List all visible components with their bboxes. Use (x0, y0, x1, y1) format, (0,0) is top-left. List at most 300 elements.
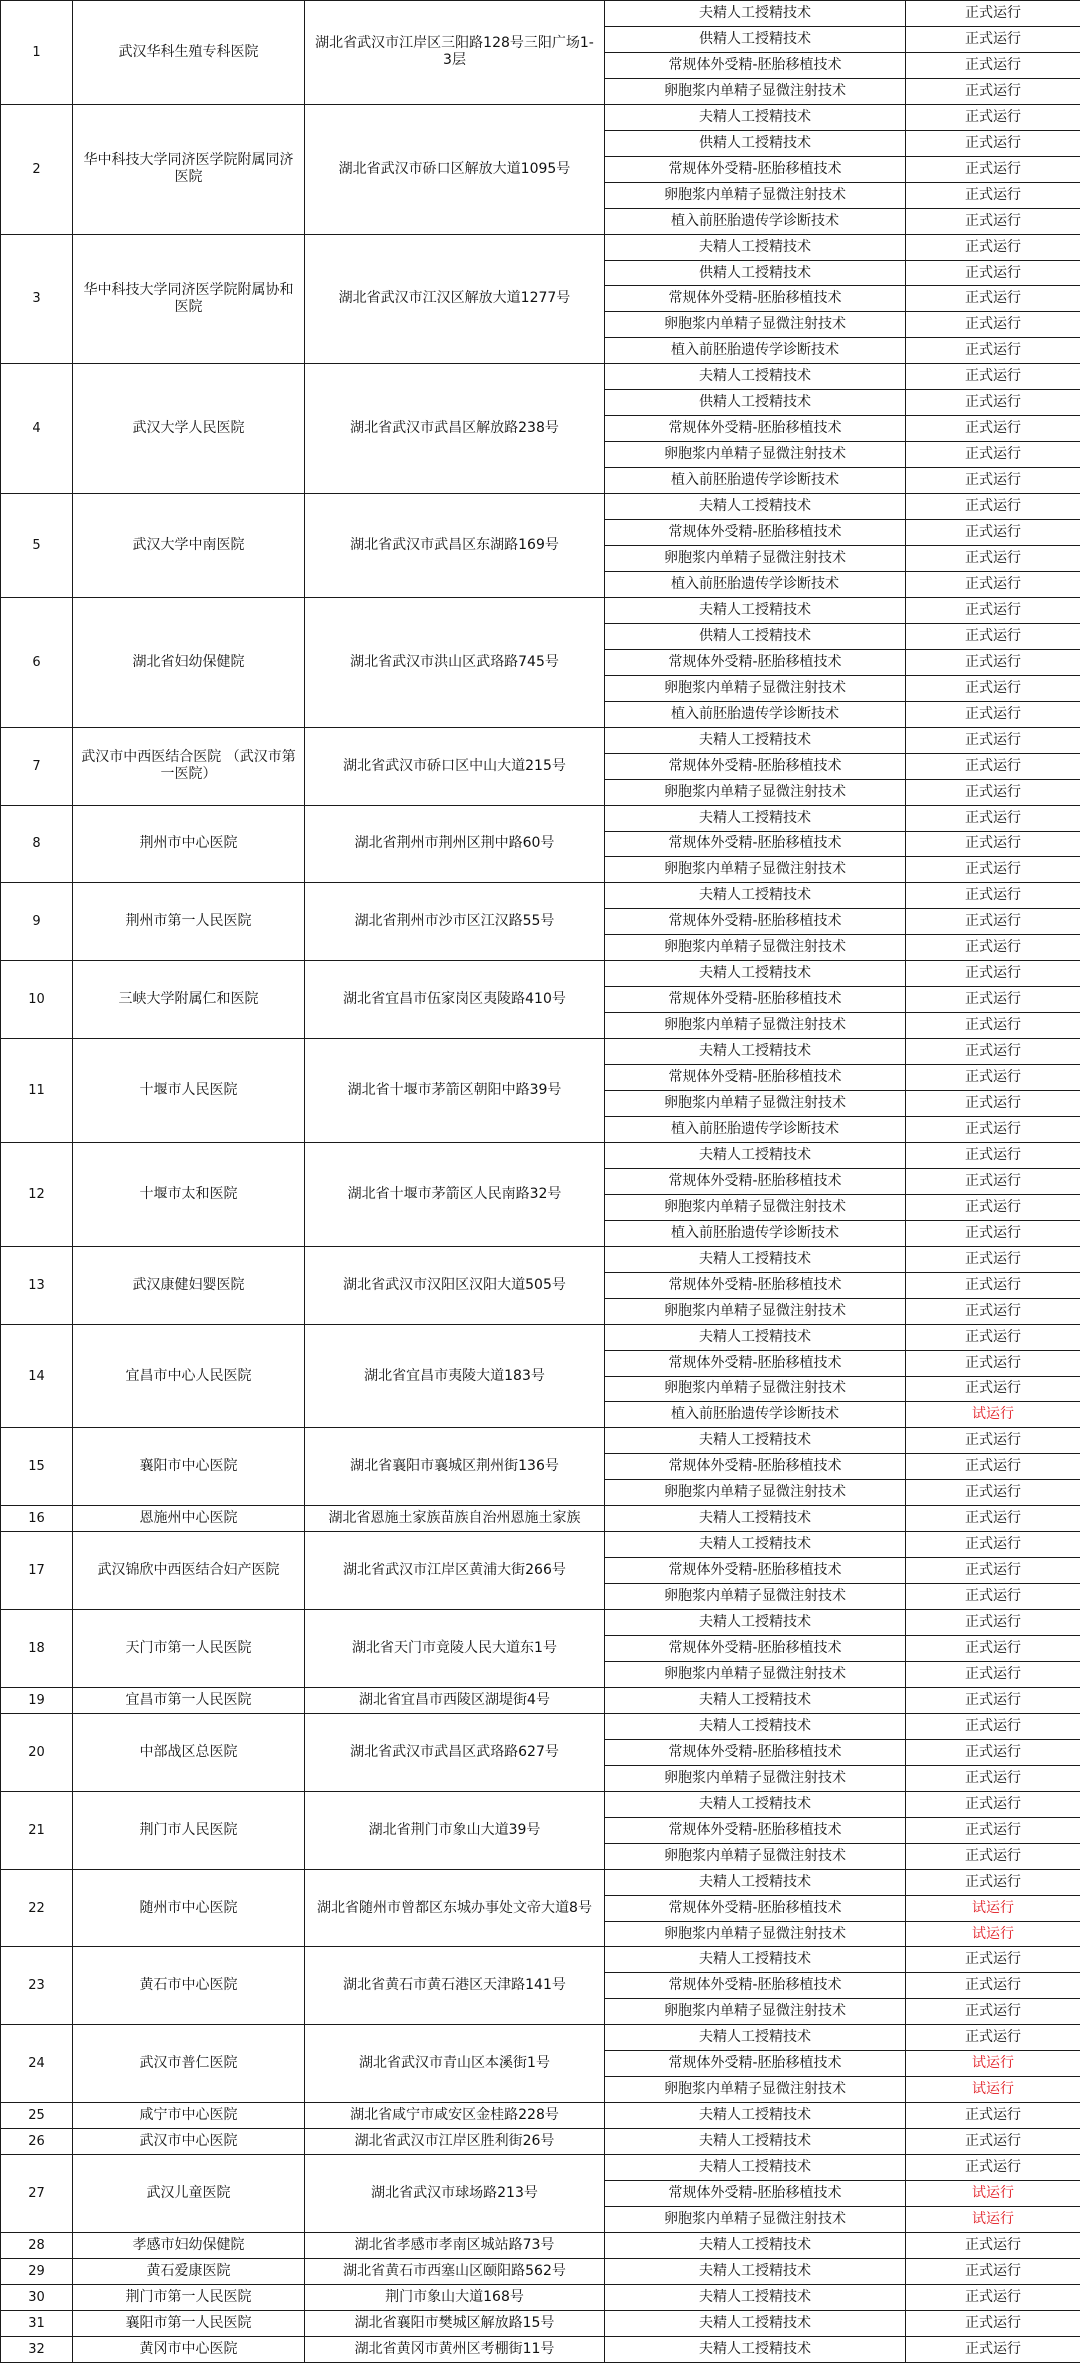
hospital-name: 宜昌市中心人民医院 (73, 1324, 305, 1428)
table-row (1, 2336, 1080, 2362)
technology-name: 夫精人工授精技术 (605, 2025, 906, 2051)
row-number: 6 (1, 597, 73, 727)
operation-status: 正式运行 (906, 1869, 1080, 1895)
row-number: 8 (1, 805, 73, 883)
technology-name: 夫精人工授精技术 (605, 364, 906, 390)
operation-status: 正式运行 (906, 26, 1080, 52)
operation-status: 试运行 (906, 2077, 1080, 2103)
operation-status: 正式运行 (906, 1558, 1080, 1584)
hospital-name: 襄阳市中心医院 (73, 1428, 305, 1506)
operation-status: 正式运行 (906, 1843, 1080, 1869)
technology-name: 卵胞浆内单精子显微注射技术 (605, 1480, 906, 1506)
operation-status: 正式运行 (906, 1428, 1080, 1454)
operation-status: 正式运行 (906, 1376, 1080, 1402)
hospital-name: 湖北省妇幼保健院 (73, 597, 305, 727)
row-number: 14 (1, 1324, 73, 1428)
table-row (1, 1687, 1080, 1713)
row-number: 27 (1, 2155, 73, 2233)
hospital-address: 湖北省武汉市江岸区胜利街26号 (305, 2129, 605, 2155)
technology-name: 夫精人工授精技术 (605, 2310, 906, 2336)
row-number: 25 (1, 2103, 73, 2129)
operation-status: 正式运行 (906, 1506, 1080, 1532)
hospital-name: 荆门市第一人民医院 (73, 2284, 305, 2310)
hospital-name: 天门市第一人民医院 (73, 1610, 305, 1688)
row-number: 32 (1, 2336, 73, 2362)
technology-name: 常规体外受精-胚胎移植技术 (605, 649, 906, 675)
technology-name: 夫精人工授精技术 (605, 2336, 906, 2362)
operation-status: 正式运行 (906, 1065, 1080, 1091)
row-number: 17 (1, 1532, 73, 1610)
technology-name: 常规体外受精-胚胎移植技术 (605, 1168, 906, 1194)
technology-name: 夫精人工授精技术 (605, 234, 906, 260)
table-row (1, 104, 1080, 130)
table-row (1, 1324, 1080, 1350)
technology-name: 供精人工授精技术 (605, 130, 906, 156)
table-row (1, 2310, 1080, 2336)
operation-status: 正式运行 (906, 1039, 1080, 1065)
operation-status: 正式运行 (906, 1610, 1080, 1636)
hospital-name: 华中科技大学同济医学院附属同济医院 (73, 104, 305, 234)
technology-name: 常规体外受精-胚胎移植技术 (605, 1636, 906, 1662)
hospital-address: 湖北省武汉市武昌区武珞路627号 (305, 1713, 605, 1791)
technology-name: 夫精人工授精技术 (605, 2103, 906, 2129)
technology-name: 卵胞浆内单精子显微注射技术 (605, 1091, 906, 1117)
hospital-address: 湖北省武汉市球场路213号 (305, 2155, 605, 2233)
table-row (1, 2129, 1080, 2155)
technology-name: 植入前胚胎遗传学诊断技术 (605, 571, 906, 597)
table-row (1, 2025, 1080, 2051)
technology-name: 夫精人工授精技术 (605, 2284, 906, 2310)
row-number: 4 (1, 364, 73, 494)
hospital-name: 随州市中心医院 (73, 1869, 305, 1947)
operation-status: 正式运行 (906, 468, 1080, 494)
technology-name: 夫精人工授精技术 (605, 1324, 906, 1350)
technology-name: 植入前胚胎遗传学诊断技术 (605, 701, 906, 727)
operation-status: 正式运行 (906, 2336, 1080, 2362)
operation-status: 正式运行 (906, 1454, 1080, 1480)
operation-status: 正式运行 (906, 1791, 1080, 1817)
operation-status: 试运行 (906, 2051, 1080, 2077)
operation-status: 正式运行 (906, 1220, 1080, 1246)
technology-name: 卵胞浆内单精子显微注射技术 (605, 1765, 906, 1791)
operation-status: 正式运行 (906, 494, 1080, 520)
hospital-name: 荆门市人民医院 (73, 1791, 305, 1869)
operation-status: 正式运行 (906, 208, 1080, 234)
operation-status: 正式运行 (906, 1480, 1080, 1506)
operation-status: 正式运行 (906, 78, 1080, 104)
technology-name: 植入前胚胎遗传学诊断技术 (605, 338, 906, 364)
hospital-address: 湖北省天门市竟陵人民大道东1号 (305, 1610, 605, 1688)
row-number: 11 (1, 1039, 73, 1143)
hospital-address: 湖北省武汉市汉阳区汉阳大道505号 (305, 1246, 605, 1324)
technology-name: 夫精人工授精技术 (605, 494, 906, 520)
table-row (1, 1869, 1080, 1895)
operation-status: 正式运行 (906, 2284, 1080, 2310)
hospital-name: 武汉市中心医院 (73, 2129, 305, 2155)
technology-name: 常规体外受精-胚胎移植技术 (605, 1272, 906, 1298)
row-number: 3 (1, 234, 73, 364)
hospital-address: 湖北省武汉市江岸区三阳路128号三阳广场1-3层 (305, 1, 605, 105)
technology-name: 常规体外受精-胚胎移植技术 (605, 831, 906, 857)
operation-status: 正式运行 (906, 442, 1080, 468)
row-number: 31 (1, 2310, 73, 2336)
table-row (1, 494, 1080, 520)
operation-status: 正式运行 (906, 2232, 1080, 2258)
technology-name: 夫精人工授精技术 (605, 1039, 906, 1065)
hospital-address: 荆门市象山大道168号 (305, 2284, 605, 2310)
row-number: 2 (1, 104, 73, 234)
technology-name: 夫精人工授精技术 (605, 597, 906, 623)
row-number: 15 (1, 1428, 73, 1506)
hospital-address: 湖北省咸宁市咸安区金桂路228号 (305, 2103, 605, 2129)
table-row (1, 1142, 1080, 1168)
hospital-name: 武汉康健妇婴医院 (73, 1246, 305, 1324)
row-number: 28 (1, 2232, 73, 2258)
hospital-name: 武汉儿童医院 (73, 2155, 305, 2233)
hospital-name: 武汉市中西医结合医院 （武汉市第一医院） (73, 727, 305, 805)
hospital-name: 武汉市普仁医院 (73, 2025, 305, 2103)
technology-name: 夫精人工授精技术 (605, 2129, 906, 2155)
operation-status: 正式运行 (906, 1636, 1080, 1662)
operation-status: 正式运行 (906, 987, 1080, 1013)
technology-name: 常规体外受精-胚胎移植技术 (605, 2051, 906, 2077)
operation-status: 正式运行 (906, 1584, 1080, 1610)
table-row (1, 1713, 1080, 1739)
technology-name: 夫精人工授精技术 (605, 2155, 906, 2181)
hospital-address: 湖北省武汉市洪山区武珞路745号 (305, 597, 605, 727)
operation-status: 正式运行 (906, 338, 1080, 364)
technology-name: 卵胞浆内单精子显微注射技术 (605, 312, 906, 338)
hospital-address: 湖北省荆门市象山大道39号 (305, 1791, 605, 1869)
operation-status: 正式运行 (906, 909, 1080, 935)
institution-table-body (1, 1, 1080, 2363)
operation-status: 正式运行 (906, 857, 1080, 883)
technology-name: 供精人工授精技术 (605, 623, 906, 649)
hospital-address: 湖北省黄石市西塞山区颐阳路562号 (305, 2258, 605, 2284)
hospital-address: 湖北省宜昌市西陵区湖堤街4号 (305, 1687, 605, 1713)
technology-name: 卵胞浆内单精子显微注射技术 (605, 78, 906, 104)
row-number: 1 (1, 1, 73, 105)
technology-name: 卵胞浆内单精子显微注射技术 (605, 2207, 906, 2233)
operation-status: 正式运行 (906, 2129, 1080, 2155)
row-number: 29 (1, 2258, 73, 2284)
operation-status: 正式运行 (906, 1246, 1080, 1272)
row-number: 10 (1, 961, 73, 1039)
hospital-address: 湖北省黄石市黄石港区天津路141号 (305, 1947, 605, 2025)
table-row (1, 1947, 1080, 1973)
technology-name: 卵胞浆内单精子显微注射技术 (605, 1999, 906, 2025)
operation-status: 正式运行 (906, 260, 1080, 286)
hospital-address: 湖北省武汉市江岸区黄浦大街266号 (305, 1532, 605, 1610)
operation-status: 正式运行 (906, 623, 1080, 649)
operation-status: 正式运行 (906, 727, 1080, 753)
row-number: 23 (1, 1947, 73, 2025)
operation-status: 正式运行 (906, 1298, 1080, 1324)
technology-name: 常规体外受精-胚胎移植技术 (605, 1454, 906, 1480)
hospital-name: 三峡大学附属仁和医院 (73, 961, 305, 1039)
operation-status: 正式运行 (906, 182, 1080, 208)
table-row (1, 1610, 1080, 1636)
operation-status: 正式运行 (906, 52, 1080, 78)
row-number: 13 (1, 1246, 73, 1324)
operation-status: 正式运行 (906, 1687, 1080, 1713)
hospital-name: 黄冈市中心医院 (73, 2336, 305, 2362)
table-row (1, 2103, 1080, 2129)
table-row (1, 1039, 1080, 1065)
hospital-address: 湖北省武汉市硚口区解放大道1095号 (305, 104, 605, 234)
operation-status: 正式运行 (906, 1116, 1080, 1142)
technology-name: 夫精人工授精技术 (605, 1142, 906, 1168)
hospital-name: 十堰市人民医院 (73, 1039, 305, 1143)
row-number: 24 (1, 2025, 73, 2103)
row-number: 26 (1, 2129, 73, 2155)
hospital-name: 武汉锦欣中西医结合妇产医院 (73, 1532, 305, 1610)
technology-name: 常规体外受精-胚胎移植技术 (605, 1895, 906, 1921)
technology-name: 夫精人工授精技术 (605, 2258, 906, 2284)
technology-name: 夫精人工授精技术 (605, 104, 906, 130)
operation-status: 正式运行 (906, 597, 1080, 623)
operation-status: 试运行 (906, 1895, 1080, 1921)
operation-status: 试运行 (906, 2181, 1080, 2207)
operation-status: 正式运行 (906, 1662, 1080, 1688)
technology-name: 夫精人工授精技术 (605, 1246, 906, 1272)
hospital-name: 荆州市第一人民医院 (73, 883, 305, 961)
row-number: 18 (1, 1610, 73, 1688)
technology-name: 植入前胚胎遗传学诊断技术 (605, 208, 906, 234)
operation-status: 正式运行 (906, 1194, 1080, 1220)
technology-name: 常规体外受精-胚胎移植技术 (605, 52, 906, 78)
operation-status: 正式运行 (906, 1947, 1080, 1973)
operation-status: 试运行 (906, 1921, 1080, 1947)
technology-name: 常规体外受精-胚胎移植技术 (605, 987, 906, 1013)
table-row (1, 805, 1080, 831)
technology-name: 夫精人工授精技术 (605, 1869, 906, 1895)
operation-status: 正式运行 (906, 649, 1080, 675)
operation-status: 正式运行 (906, 1817, 1080, 1843)
hospital-address: 湖北省武汉市硚口区中山大道215号 (305, 727, 605, 805)
hospital-name: 恩施州中心医院 (73, 1506, 305, 1532)
technology-name: 卵胞浆内单精子显微注射技术 (605, 935, 906, 961)
hospital-address: 湖北省孝感市孝南区城站路73号 (305, 2232, 605, 2258)
technology-name: 夫精人工授精技术 (605, 883, 906, 909)
table-row (1, 1246, 1080, 1272)
operation-status: 正式运行 (906, 831, 1080, 857)
operation-status: 试运行 (906, 2207, 1080, 2233)
hospital-address: 湖北省武汉市青山区本溪街1号 (305, 2025, 605, 2103)
hospital-name: 荆州市中心医院 (73, 805, 305, 883)
hospital-address: 湖北省荆州市沙市区江汉路55号 (305, 883, 605, 961)
operation-status: 正式运行 (906, 546, 1080, 572)
row-number: 16 (1, 1506, 73, 1532)
operation-status: 正式运行 (906, 520, 1080, 546)
row-number: 21 (1, 1791, 73, 1869)
technology-name: 夫精人工授精技术 (605, 1, 906, 27)
operation-status: 正式运行 (906, 2103, 1080, 2129)
technology-name: 植入前胚胎遗传学诊断技术 (605, 1402, 906, 1428)
operation-status: 正式运行 (906, 2025, 1080, 2051)
row-number: 30 (1, 2284, 73, 2310)
operation-status: 正式运行 (906, 156, 1080, 182)
technology-name: 夫精人工授精技术 (605, 727, 906, 753)
operation-status: 正式运行 (906, 234, 1080, 260)
operation-status: 正式运行 (906, 364, 1080, 390)
operation-status: 正式运行 (906, 1713, 1080, 1739)
hospital-address: 湖北省武汉市武昌区东湖路169号 (305, 494, 605, 598)
operation-status: 正式运行 (906, 1765, 1080, 1791)
technology-name: 卵胞浆内单精子显微注射技术 (605, 2077, 906, 2103)
hospital-address: 湖北省宜昌市伍家岗区夷陵路410号 (305, 961, 605, 1039)
hospital-address: 湖北省荆州市荆州区荆中路60号 (305, 805, 605, 883)
technology-name: 供精人工授精技术 (605, 260, 906, 286)
technology-name: 常规体外受精-胚胎移植技术 (605, 1973, 906, 1999)
table-row (1, 364, 1080, 390)
hospital-name: 武汉大学人民医院 (73, 364, 305, 494)
operation-status: 正式运行 (906, 1168, 1080, 1194)
technology-name: 常规体外受精-胚胎移植技术 (605, 520, 906, 546)
technology-name: 植入前胚胎遗传学诊断技术 (605, 1220, 906, 1246)
technology-name: 夫精人工授精技术 (605, 1713, 906, 1739)
operation-status: 试运行 (906, 1402, 1080, 1428)
hospital-address: 湖北省武汉市武昌区解放路238号 (305, 364, 605, 494)
operation-status: 正式运行 (906, 1350, 1080, 1376)
table-row (1, 1532, 1080, 1558)
table-row (1, 234, 1080, 260)
operation-status: 正式运行 (906, 1532, 1080, 1558)
technology-name: 常规体外受精-胚胎移植技术 (605, 753, 906, 779)
operation-status: 正式运行 (906, 390, 1080, 416)
hospital-name: 黄石市中心医院 (73, 1947, 305, 2025)
row-number: 20 (1, 1713, 73, 1791)
hospital-address: 湖北省黄冈市黄州区考棚街11号 (305, 2336, 605, 2362)
technology-name: 常规体外受精-胚胎移植技术 (605, 286, 906, 312)
technology-name: 卵胞浆内单精子显微注射技术 (605, 857, 906, 883)
technology-name: 常规体外受精-胚胎移植技术 (605, 156, 906, 182)
technology-name: 卵胞浆内单精子显微注射技术 (605, 1921, 906, 1947)
technology-name: 卵胞浆内单精子显微注射技术 (605, 1298, 906, 1324)
hospital-name: 十堰市太和医院 (73, 1142, 305, 1246)
table-row (1, 2155, 1080, 2181)
technology-name: 卵胞浆内单精子显微注射技术 (605, 182, 906, 208)
hospital-name: 中部战区总医院 (73, 1713, 305, 1791)
technology-name: 卵胞浆内单精子显微注射技术 (605, 1013, 906, 1039)
hospital-address: 湖北省宜昌市夷陵大道183号 (305, 1324, 605, 1428)
technology-name: 常规体外受精-胚胎移植技术 (605, 1350, 906, 1376)
operation-status: 正式运行 (906, 805, 1080, 831)
hospital-address: 湖北省十堰市茅箭区朝阳中路39号 (305, 1039, 605, 1143)
technology-name: 常规体外受精-胚胎移植技术 (605, 416, 906, 442)
hospital-name: 襄阳市第一人民医院 (73, 2310, 305, 2336)
operation-status: 正式运行 (906, 1973, 1080, 1999)
row-number: 12 (1, 1142, 73, 1246)
row-number: 5 (1, 494, 73, 598)
hospital-name: 武汉大学中南医院 (73, 494, 305, 598)
operation-status: 正式运行 (906, 104, 1080, 130)
technology-name: 常规体外受精-胚胎移植技术 (605, 1739, 906, 1765)
operation-status: 正式运行 (906, 2258, 1080, 2284)
operation-status: 正式运行 (906, 1, 1080, 27)
table-row (1, 2284, 1080, 2310)
hospital-address: 湖北省随州市曾都区东城办事处文帝大道8号 (305, 1869, 605, 1947)
hospital-address: 湖北省襄阳市樊城区解放路15号 (305, 2310, 605, 2336)
technology-name: 常规体外受精-胚胎移植技术 (605, 1065, 906, 1091)
operation-status: 正式运行 (906, 571, 1080, 597)
technology-name: 卵胞浆内单精子显微注射技术 (605, 1843, 906, 1869)
operation-status: 正式运行 (906, 961, 1080, 987)
operation-status: 正式运行 (906, 883, 1080, 909)
operation-status: 正式运行 (906, 753, 1080, 779)
hospital-address: 湖北省襄阳市襄城区荆州街136号 (305, 1428, 605, 1506)
technology-name: 常规体外受精-胚胎移植技术 (605, 1817, 906, 1843)
operation-status: 正式运行 (906, 416, 1080, 442)
operation-status: 正式运行 (906, 130, 1080, 156)
operation-status: 正式运行 (906, 1739, 1080, 1765)
table-row (1, 1791, 1080, 1817)
table-row (1, 1506, 1080, 1532)
technology-name: 夫精人工授精技术 (605, 1506, 906, 1532)
table-row (1, 883, 1080, 909)
technology-name: 植入前胚胎遗传学诊断技术 (605, 468, 906, 494)
technology-name: 卵胞浆内单精子显微注射技术 (605, 546, 906, 572)
operation-status: 正式运行 (906, 1013, 1080, 1039)
technology-name: 夫精人工授精技术 (605, 1532, 906, 1558)
hospital-name: 黄石爱康医院 (73, 2258, 305, 2284)
technology-name: 卵胞浆内单精子显微注射技术 (605, 1662, 906, 1688)
technology-name: 卵胞浆内单精子显微注射技术 (605, 1194, 906, 1220)
hospital-name: 咸宁市中心医院 (73, 2103, 305, 2129)
table-row (1, 1, 1080, 27)
row-number: 9 (1, 883, 73, 961)
operation-status: 正式运行 (906, 286, 1080, 312)
row-number: 22 (1, 1869, 73, 1947)
technology-name: 夫精人工授精技术 (605, 1610, 906, 1636)
operation-status: 正式运行 (906, 1272, 1080, 1298)
technology-name: 卵胞浆内单精子显微注射技术 (605, 1376, 906, 1402)
technology-name: 供精人工授精技术 (605, 390, 906, 416)
technology-name: 卵胞浆内单精子显微注射技术 (605, 1584, 906, 1610)
hospital-name: 华中科技大学同济医学院附属协和医院 (73, 234, 305, 364)
technology-name: 常规体外受精-胚胎移植技术 (605, 2181, 906, 2207)
operation-status: 正式运行 (906, 1999, 1080, 2025)
hospital-address: 湖北省恩施土家族苗族自治州恩施土家族 (305, 1506, 605, 1532)
operation-status: 正式运行 (906, 935, 1080, 961)
technology-name: 供精人工授精技术 (605, 26, 906, 52)
table-row (1, 727, 1080, 753)
operation-status: 正式运行 (906, 1091, 1080, 1117)
technology-name: 卵胞浆内单精子显微注射技术 (605, 779, 906, 805)
technology-name: 常规体外受精-胚胎移植技术 (605, 909, 906, 935)
technology-name: 常规体外受精-胚胎移植技术 (605, 1558, 906, 1584)
operation-status: 正式运行 (906, 2310, 1080, 2336)
operation-status: 正式运行 (906, 1142, 1080, 1168)
row-number: 19 (1, 1687, 73, 1713)
operation-status: 正式运行 (906, 2155, 1080, 2181)
hospital-name: 武汉华科生殖专科医院 (73, 1, 305, 105)
technology-name: 夫精人工授精技术 (605, 961, 906, 987)
hospital-name: 宜昌市第一人民医院 (73, 1687, 305, 1713)
technology-name: 夫精人工授精技术 (605, 1687, 906, 1713)
technology-name: 植入前胚胎遗传学诊断技术 (605, 1116, 906, 1142)
hospital-address: 湖北省武汉市江汉区解放大道1277号 (305, 234, 605, 364)
operation-status: 正式运行 (906, 779, 1080, 805)
table-row (1, 2258, 1080, 2284)
table-row (1, 597, 1080, 623)
row-number: 7 (1, 727, 73, 805)
table-row (1, 2232, 1080, 2258)
hospital-address: 湖北省十堰市茅箭区人民南路32号 (305, 1142, 605, 1246)
technology-name: 夫精人工授精技术 (605, 1428, 906, 1454)
technology-name: 夫精人工授精技术 (605, 2232, 906, 2258)
operation-status: 正式运行 (906, 312, 1080, 338)
